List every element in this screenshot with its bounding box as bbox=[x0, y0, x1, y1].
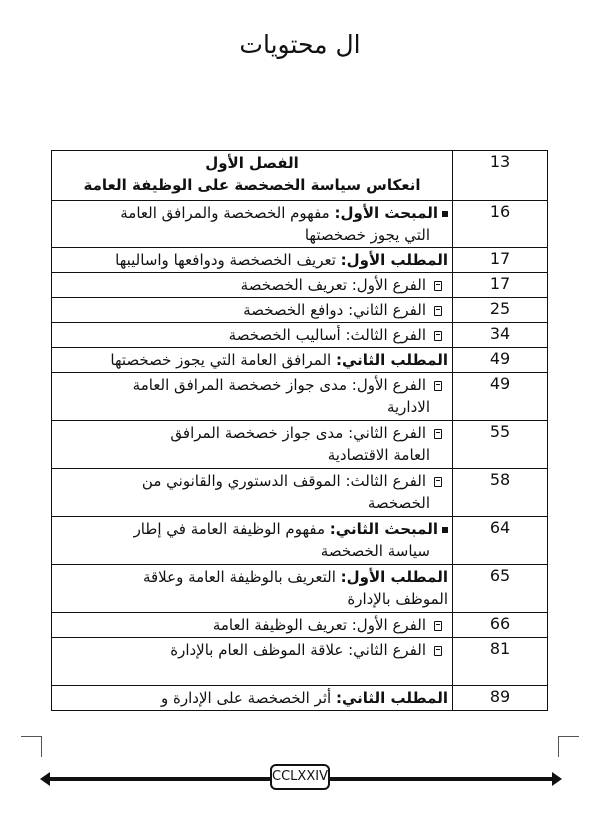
entry-text: مفهوم الخصخصة والمرافق العامة bbox=[120, 204, 330, 222]
table-row bbox=[52, 686, 548, 711]
entry-cell bbox=[52, 201, 453, 248]
book-icon bbox=[434, 306, 442, 316]
entry-text: الفرع الثالث: الموقف الدستوري والقانوني من bbox=[141, 472, 426, 490]
entry-text: الفرع الثاني: علاقة الموظف العام بالإدارة bbox=[170, 641, 426, 659]
entry-text-cont: التي يجوز خصخصتها bbox=[304, 226, 430, 244]
entry-label: المبحث الثاني: bbox=[329, 520, 438, 538]
page-num: 64 bbox=[453, 517, 548, 565]
table-row bbox=[52, 517, 548, 565]
entry-label: المطلب الثاني: bbox=[335, 689, 448, 707]
entry-text-cont: سياسة الخصخصة bbox=[320, 542, 430, 560]
entry-cell bbox=[52, 373, 453, 421]
page-num: 49 bbox=[453, 348, 548, 373]
page-num: 65 bbox=[453, 565, 548, 613]
square-bullet-icon bbox=[442, 211, 448, 217]
page-num: 58 bbox=[453, 469, 548, 517]
entry-text-cont: العامة الاقتصادية bbox=[327, 446, 430, 464]
entry-text-cont: الموظف بالإدارة bbox=[347, 590, 448, 608]
contents-table bbox=[51, 150, 548, 711]
table-row bbox=[52, 421, 548, 469]
entry-cell bbox=[52, 323, 453, 348]
book-icon bbox=[434, 477, 442, 487]
table-row bbox=[52, 373, 548, 421]
entry-text: التعريف بالوظيفة العامة وعلاقة bbox=[142, 568, 336, 586]
page-num: 13 bbox=[453, 151, 548, 201]
page-num: 25 bbox=[453, 298, 548, 323]
table-row bbox=[52, 201, 548, 248]
entry-label: المطلب الثاني: bbox=[335, 351, 448, 369]
chapter-title: الفصل الأول bbox=[205, 154, 299, 172]
book-icon bbox=[434, 429, 442, 439]
book-icon bbox=[434, 646, 442, 656]
table-row bbox=[52, 323, 548, 348]
entry-cell bbox=[52, 469, 453, 517]
table-row bbox=[52, 565, 548, 613]
book-icon bbox=[434, 621, 442, 631]
entry-cell bbox=[52, 686, 453, 711]
entry-cell bbox=[52, 565, 453, 613]
crop-mark-right bbox=[558, 736, 579, 757]
entry-cell bbox=[52, 517, 453, 565]
entry-text-cont: الخصخصة bbox=[367, 494, 430, 512]
page-num: 89 bbox=[453, 686, 548, 711]
page-num: 34 bbox=[453, 323, 548, 348]
table-row bbox=[52, 298, 548, 323]
entry-cell bbox=[52, 273, 453, 298]
page-num: 17 bbox=[453, 248, 548, 273]
page-num: 16 bbox=[453, 201, 548, 248]
table-row bbox=[52, 613, 548, 638]
crop-mark-left bbox=[21, 736, 42, 757]
entry-cell bbox=[52, 638, 453, 686]
table-row bbox=[52, 348, 548, 373]
footer-rule-left bbox=[44, 777, 270, 781]
table-row bbox=[52, 273, 548, 298]
chapter-cell bbox=[52, 151, 453, 201]
book-icon bbox=[434, 381, 442, 391]
book-icon bbox=[434, 281, 442, 291]
square-bullet-icon bbox=[442, 527, 448, 533]
entry-cell bbox=[52, 248, 453, 273]
page-number: CCLXXIV bbox=[270, 764, 330, 790]
entry-label: المبحث الأول: bbox=[334, 204, 438, 222]
footer-arrow-right-icon bbox=[552, 772, 562, 786]
footer-rule-right bbox=[330, 777, 556, 781]
entry-text: الفرع الثاني: دوافع الخصخصة bbox=[243, 301, 426, 319]
table-row bbox=[52, 638, 548, 686]
entry-text: الفرع الثالث: أساليب الخصخصة bbox=[228, 326, 426, 344]
table-row bbox=[52, 469, 548, 517]
page-num: 81 bbox=[453, 638, 548, 686]
entry-cell bbox=[52, 348, 453, 373]
page-num: 66 bbox=[453, 613, 548, 638]
entry-text: تعريف الخصخصة ودوافعها واساليبها bbox=[115, 251, 336, 269]
table-row bbox=[52, 248, 548, 273]
entry-text: الفرع الأول: مدى جواز خصخصة المرافق العامة bbox=[132, 376, 426, 394]
table-row bbox=[52, 151, 548, 201]
entry-text-cont: الادارية bbox=[386, 398, 430, 416]
page-title: ال محتويات bbox=[239, 30, 361, 59]
entry-cell bbox=[52, 298, 453, 323]
page-num: 55 bbox=[453, 421, 548, 469]
entry-cell bbox=[52, 613, 453, 638]
entry-text: الفرع الثاني: مدى جواز خصخصة المرافق bbox=[170, 424, 426, 442]
book-icon bbox=[434, 331, 442, 341]
entry-label: المطلب الأول: bbox=[340, 251, 448, 269]
page-num: 17 bbox=[453, 273, 548, 298]
entry-text: الفرع الأول: تعريف الوظيفة العامة bbox=[212, 616, 426, 634]
entry-label: المطلب الأول: bbox=[340, 568, 448, 586]
entry-text: المرافق العامة التي يجوز خصخصتها bbox=[110, 351, 332, 369]
entry-cell bbox=[52, 421, 453, 469]
entry-text: الفرع الأول: تعريف الخصخصة bbox=[240, 276, 426, 294]
chapter-subtitle: انعكاس سياسة الخصخصة على الوظيفة العامة bbox=[83, 176, 421, 194]
entry-text: أثر الخصخصة على الإدارة و bbox=[161, 689, 332, 707]
entry-text: مفهوم الوظيفة العامة في إطار bbox=[133, 520, 326, 538]
page-num: 49 bbox=[453, 373, 548, 421]
